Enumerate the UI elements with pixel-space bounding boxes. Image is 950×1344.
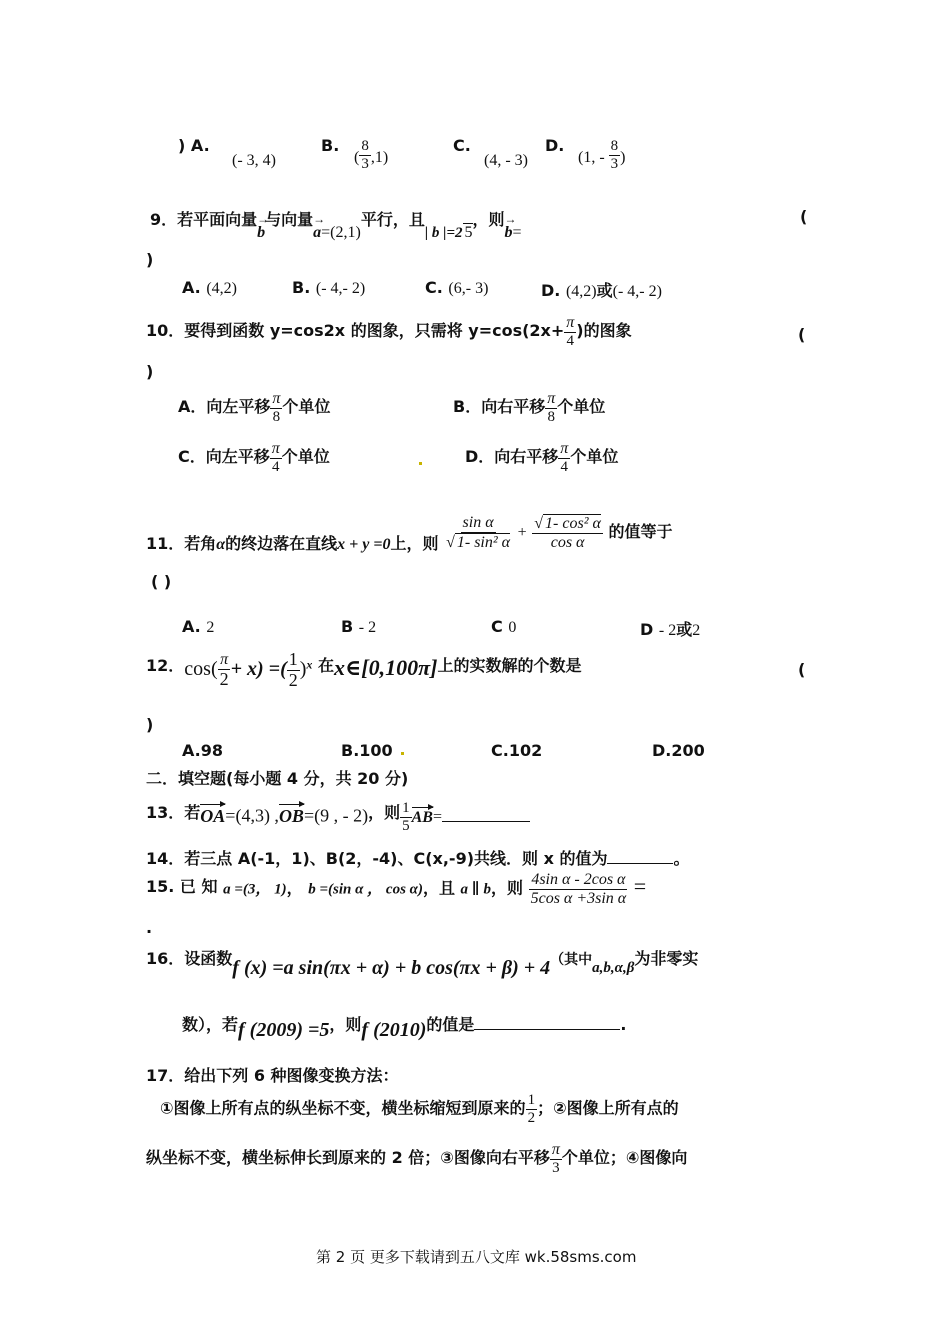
q8-c-value: (4, - 3) <box>484 152 528 169</box>
q11-option-c: C 0 <box>491 617 517 636</box>
q9-options: A. (4,2) <box>182 278 237 297</box>
q11-stem: 11．若角α的终边落在直线x + y =0上，则 $\frac{\text{sin α}}{\text{√ 1- sin² α}}$ + $\frac{\text{√ 1- cos² α}}{\text{cos α}}$ 的值等于 <box>146 514 673 554</box>
q10-option-c: C．向左平移 $\frac{\pi}{4}$ 个单位 <box>178 440 330 475</box>
q11-option-b: B - 2 <box>341 617 377 636</box>
q13-stem: 13．若OA=(4,3) ,OB=(9 , - 2)，则 $\frac{1}{5}$ AB= <box>146 800 530 834</box>
q14-answer-blank[interactable] <box>607 849 673 864</box>
q10-option-d: D．向右平移 $\frac{\pi}{4}$ 个单位 <box>465 440 619 475</box>
q8-d-value: (1, - $\frac{8}{3}$ ) <box>578 138 626 172</box>
q9-option-b: B. (- 4,- 2) <box>292 278 366 297</box>
q15-fraction: $\frac{\text{4sin α - 2cos α}}{\text{5cos α +3sin α}}$ <box>530 871 627 907</box>
q13-answer-blank[interactable] <box>442 807 530 822</box>
page-footer: 第 2 页 更多下载请到五八文库 wk.58sms.com <box>316 1248 637 1266</box>
q8-d-frac: $\frac{8}{3}$ <box>610 138 619 172</box>
sqrt-5: 5 <box>464 224 473 241</box>
q11-option-a: A. 2 <box>182 617 215 636</box>
q8-a-value: (- 3, 4) <box>232 152 276 169</box>
q17-line2: 纵坐标不变，横坐标伸长到原来的 2 倍；③图像向右平移 $\frac{\pi}{3}$ 个单位；④图像向 <box>146 1141 688 1176</box>
vector-ob: OB <box>278 805 304 826</box>
q8-b-frac: $\frac{8}{3}$ <box>361 138 369 172</box>
vector-b-2: → b <box>505 224 513 242</box>
q10-close-paren: ) <box>146 362 154 381</box>
q11-paren: ( ) <box>151 572 172 591</box>
vector-a: → a <box>313 224 321 242</box>
q12-close-paren: ) <box>146 715 154 734</box>
q12-open-paren: ( <box>798 660 806 679</box>
q8-options <box>178 136 210 155</box>
q17-line1: ①图像上所有点的纵坐标不变，横坐标缩短到原来的 $\frac{1}{2}$ ；②图像上所有点的 <box>160 1092 679 1126</box>
q15-period: . <box>146 918 153 937</box>
q9-open-paren: ( <box>800 207 808 226</box>
vector-ab: AB <box>411 808 433 826</box>
vector-oa: OA <box>200 805 226 826</box>
q10-stem: 10．要得到函数 y=cos2x 的图象，只需将 y=cos(2x+ $\frac{\pi}{4}$ )的图象 <box>146 314 632 349</box>
q10-pi-over-4: $\frac{\pi}{4}$ <box>566 314 575 349</box>
q16-stem: 16．设函数f (x) =a sin(πx + α) + b cos(πx + β) + 4（其中a,b,α,β为非零实 <box>146 949 699 979</box>
q12-option-a: A.98 <box>182 741 224 760</box>
q14-stem: 14．若三点 A(-1，1)、B(2，-4)、C(x,-9)共线．则 x 的值为 。 <box>146 849 690 868</box>
q10-option-a: A．向左平移 $\frac{\pi}{8}$ 个单位 <box>178 390 331 425</box>
q12-stem: 12．cos( $\frac{\pi}{2}$ + x) =( $\frac{1}{2}$ )$^x$ 在x∈[0,100π]上的实数解的个数是 <box>146 649 582 690</box>
stray-dot <box>419 462 422 465</box>
q8-b-label: B. <box>321 136 340 155</box>
q9-close-paren: ) <box>146 250 154 269</box>
q15-stem: 15. 已 知 a =(3， 1)， b =(sin α ， cos α)，且 a ∥ b，则 $\frac{\text{4sin α - 2cos α}}{\text{5cos α +3sin α}}$ = <box>146 871 647 907</box>
q11-option-d: D - 2或2 <box>640 620 701 639</box>
q11-fraction-1: $\frac{\text{sin α}}{\text{√ 1- sin² α}}$ <box>446 514 511 551</box>
section-heading-fill-in: 二．填空题(每小题 4 分，共 20 分) <box>146 769 409 788</box>
q11-fraction-2: $\frac{\text{√ 1- cos² α}}{\text{cos α}}$ <box>534 515 601 551</box>
q16-answer-blank[interactable] <box>474 1015 620 1030</box>
q12-option-b: B.100 <box>341 741 393 760</box>
q17-title: 17．给出下列 6 种图像变换方法： <box>146 1066 399 1085</box>
q10-option-b: B．向右平移 $\frac{\pi}{8}$ 个单位 <box>453 390 606 425</box>
q10-open-paren: ( <box>798 325 806 344</box>
stray-dot-2 <box>401 752 404 755</box>
q9-stem: 9．若平面向量→ b与向量→ a=(2,1)平行，且| b |=2 5，则→ b= <box>150 207 522 230</box>
q12-option-c: C.102 <box>491 741 543 760</box>
q8-d-label: D. <box>545 136 565 155</box>
q16-line2: 数），若f (2009) =5，则f (2010)的值是 . <box>182 1015 627 1041</box>
q8-b-value: ( $\frac{8}{3}$ ,1) <box>354 138 389 172</box>
q9-option-d: D. (4,2)或(- 4,- 2) <box>541 281 662 300</box>
vector-b: → b <box>257 224 265 242</box>
q8-paren: ) <box>178 136 186 155</box>
q8-c-label: C. <box>453 136 471 155</box>
q12-option-d: D.200 <box>652 741 705 760</box>
q9-option-c: C. (6,- 3) <box>425 278 489 297</box>
q8-a-label: A. <box>190 136 210 155</box>
